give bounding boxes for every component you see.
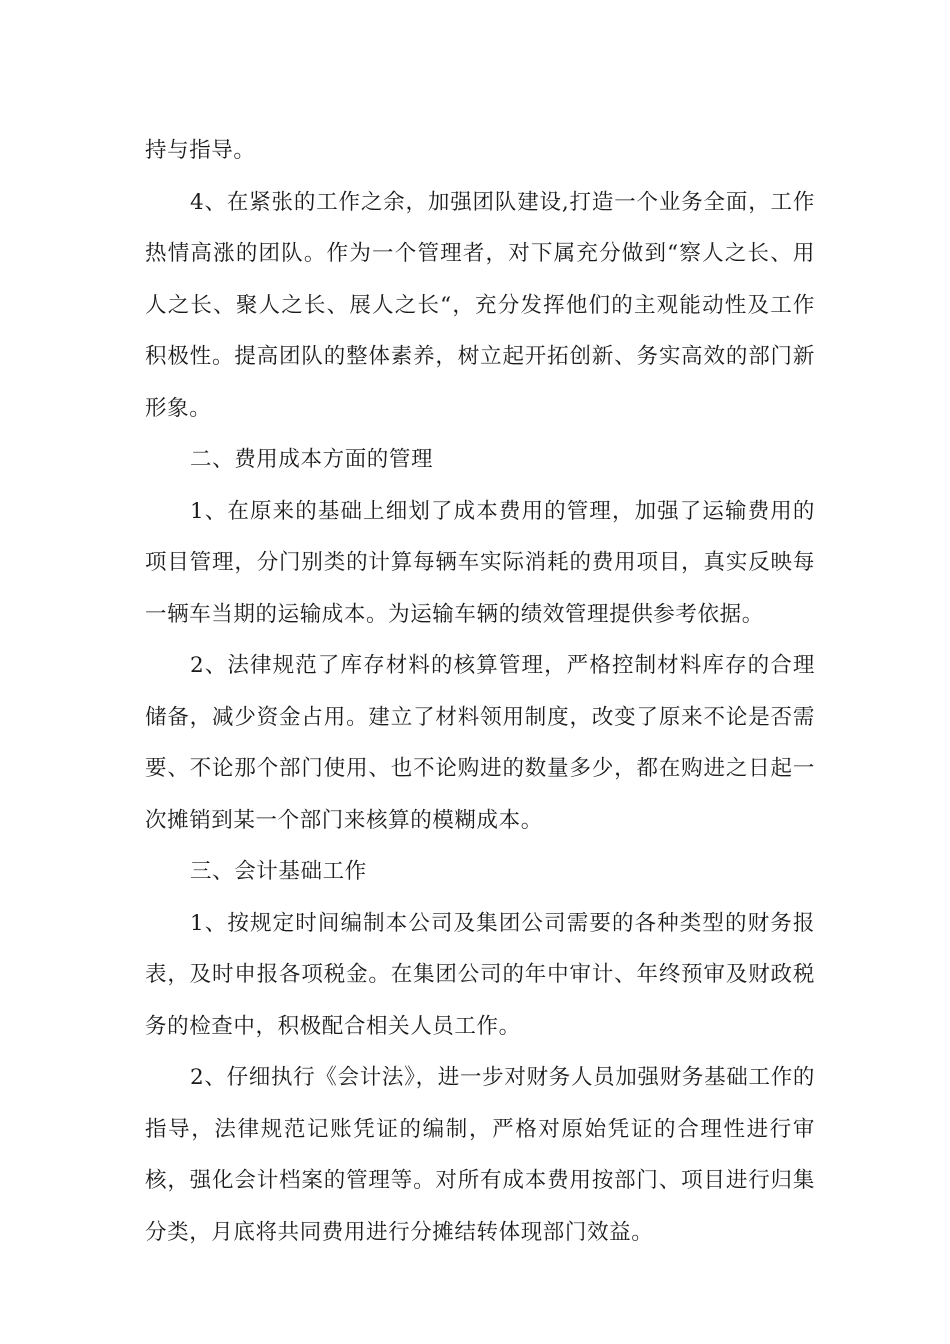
paragraph-cost-item-1: 1、在原来的基础上细划了成本费用的管理，加强了运输费用的项目管理，分门别类的计算每辆车实际消耗的费用项目，真实反映每一辆车当期的运输成本。为运输车辆的绩效管理提供参考依据。 (145, 498, 815, 627)
document-body (145, 125, 815, 1258)
paragraph-continuation: 持与指导。 (145, 138, 256, 163)
paragraph-accounting-item-1: 1、按规定时间编制本公司及集团公司需要的各种类型的财务报表，及时申报各项税金。在集团公司的年中审计、年终预审及财政税务的检查中，积极配合相关人员工作。 (145, 910, 815, 1039)
paragraph-accounting-item-2: 2、仔细执行《会计法》，进一步对财务人员加强财务基础工作的指导，法律规范记账凭证的编制，严格对原始凭证的合理性进行审核，强化会计档案的管理等。对所有成本费用按部门、项目进行归集分类，月底将共同费用进行分摊结转体现部门效益。 (145, 1065, 815, 1245)
section-heading-accounting-basics: 三、会计基础工作 (190, 859, 367, 884)
paragraph-team-building: 4、在紧张的工作之余，加强团队建设,打造一个业务全面，工作热情高涨的团队。作为一个管理者，对下属充分做到“察人之长、用人之长、聚人之长、展人之长“，充分发挥他们的主观能动性及工作积极性。提高团队的整体素养，树立起开拓创新、务实高效的部门新形象。 (145, 189, 815, 421)
section-heading-cost-management: 二、费用成本方面的管理 (190, 447, 434, 472)
paragraph-cost-item-2: 2、法律规范了库存材料的核算管理，严格控制材料库存的合理储备，减少资金占用。建立了材料领用制度，改变了原来不论是否需要、不论那个部门使用、也不论购进的数量多少，都在购进之日起一次摊销到某一个部门来核算的模糊成本。 (145, 653, 815, 833)
